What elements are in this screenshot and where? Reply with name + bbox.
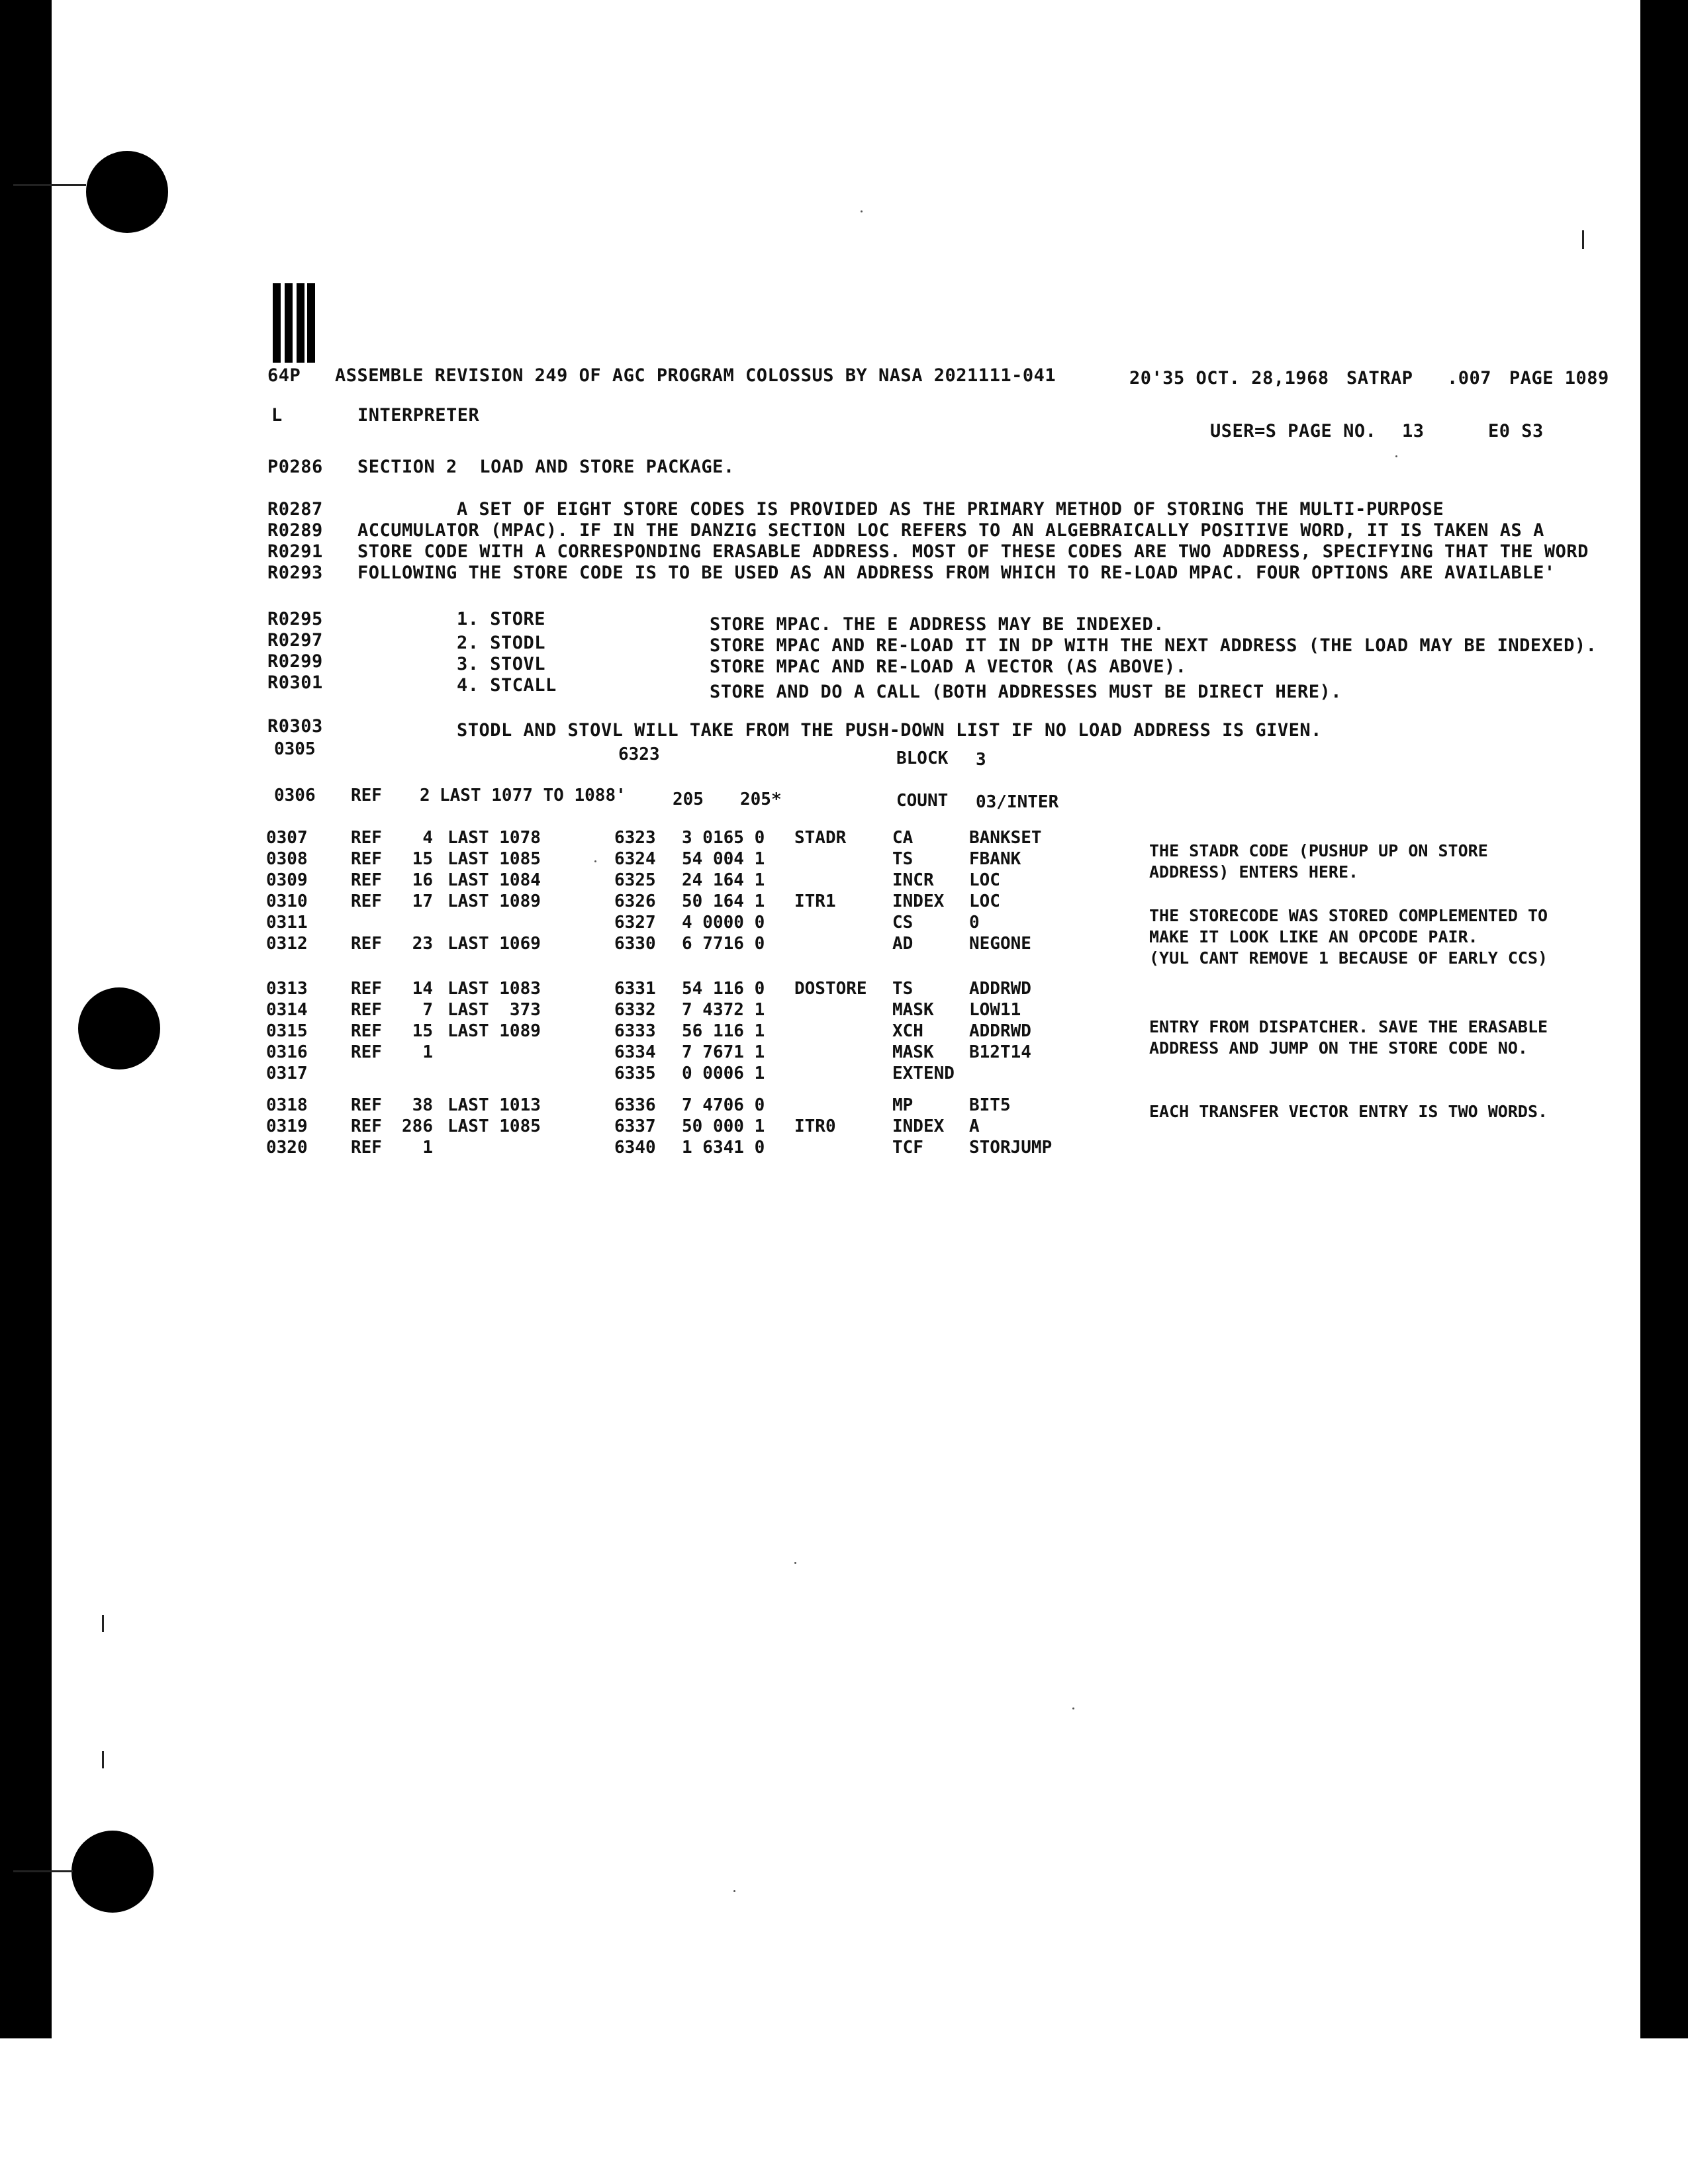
code-operand: LOC	[969, 870, 1000, 890]
code-opcode: MP	[892, 1095, 914, 1115]
code-octal-word: 54 004 1	[682, 849, 765, 869]
code-ref: REF	[351, 934, 382, 954]
code-ref-count: 14	[412, 979, 433, 999]
code-ref-count: 1	[422, 1138, 433, 1158]
code-line-number: 0320	[266, 1138, 308, 1158]
code-ref-count: 16	[412, 870, 433, 890]
comment-line: ENTRY FROM DISPATCHER. SAVE THE ERASABLE	[1149, 1017, 1548, 1036]
code-ref: REF	[351, 1021, 382, 1041]
code-opcode: EXTEND	[892, 1064, 955, 1083]
code-octal-word: 3 0165 0	[682, 828, 765, 848]
code-octal-word: 54 116 0	[682, 979, 765, 999]
code-line-number: 0317	[266, 1064, 308, 1083]
scan-border-left	[0, 0, 52, 2038]
code-location: 6327	[614, 913, 656, 933]
option-line-number: R0297	[267, 630, 323, 651]
code-line-number: 0319	[266, 1116, 308, 1136]
code-ref: REF	[351, 870, 382, 890]
remark-line-number: R0291	[267, 541, 323, 562]
remark-line-number: R0293	[267, 563, 323, 583]
setup-opcode: COUNT	[896, 791, 949, 811]
comment-line: ADDRESS AND JUMP ON THE STORE CODE NO.	[1149, 1038, 1528, 1058]
setup-ref-count: 2	[420, 786, 430, 805]
code-ref: REF	[351, 1000, 382, 1020]
remark-text: ACCUMULATOR (MPAC). IF IN THE DANZIG SECTION LOC REFERS TO AN ALGEBRAICALLY POSITIVE WORD, IT IS TAKEN AS A	[357, 520, 1544, 541]
code-operand: ADDRWD	[969, 1021, 1031, 1041]
note-text: STODL AND STOVL WILL TAKE FROM THE PUSH-DOWN LIST IF NO LOAD ADDRESS IS GIVEN.	[457, 720, 1322, 741]
setup-line-number: 0306	[274, 786, 316, 805]
code-last-ref: LAST 1084	[447, 870, 541, 890]
option-code: 4. STCALL	[457, 675, 557, 696]
code-line-number: 0312	[266, 934, 308, 954]
option-description: STORE MPAC. THE E ADDRESS MAY BE INDEXED.	[710, 614, 1164, 635]
code-label: ITR1	[794, 891, 836, 911]
code-last-ref: LAST 1013	[447, 1095, 541, 1115]
binder-bars-mark	[273, 283, 314, 363]
code-ref-count: 15	[412, 849, 433, 869]
code-label: DOSTORE	[794, 979, 867, 999]
comment-line: ADDRESS) ENTERS HERE.	[1149, 862, 1359, 882]
code-line-number: 0308	[266, 849, 308, 869]
setup-location: 6323	[618, 745, 660, 764]
code-ref-count: 23	[412, 934, 433, 954]
setup-value: 3	[976, 750, 986, 770]
code-operand: A	[969, 1116, 980, 1136]
code-line-number: 0318	[266, 1095, 308, 1115]
code-operand: FBANK	[969, 849, 1021, 869]
option-description: STORE MPAC AND RE-LOAD IT IN DP WITH THE NEXT ADDRESS (THE LOAD MAY BE INDEXED).	[710, 635, 1597, 656]
code-operand: BANKSET	[969, 828, 1042, 848]
code-ref-count: 286	[402, 1116, 433, 1136]
punch-hole-bottom-mark	[13, 1870, 73, 1872]
header-timestamp: 20'35 OCT. 28,1968	[1129, 368, 1329, 388]
comment-line: THE STADR CODE (PUSHUP UP ON STORE	[1149, 841, 1488, 860]
code-opcode: INDEX	[892, 891, 945, 911]
user-page-label: USER=S PAGE NO.	[1210, 421, 1377, 441]
code-location: 6331	[614, 979, 656, 999]
code-operand: ADDRWD	[969, 979, 1031, 999]
punch-hole-top	[86, 151, 168, 233]
setup-line-number: 0305	[274, 739, 316, 759]
code-location: 6323	[614, 828, 656, 848]
log-section-name: INTERPRETER	[357, 405, 480, 426]
code-octal-word: 1 6341 0	[682, 1138, 765, 1158]
code-operand: LOC	[969, 891, 1000, 911]
comment-line: EACH TRANSFER VECTOR ENTRY IS TWO WORDS.	[1149, 1102, 1548, 1121]
code-ref-count: 15	[412, 1021, 433, 1041]
option-line-number: R0301	[267, 672, 323, 693]
code-ref: REF	[351, 1095, 382, 1115]
code-location: 6332	[614, 1000, 656, 1020]
note-line-number: R0303	[267, 716, 323, 737]
code-operand: NEGONE	[969, 934, 1031, 954]
header-page: PAGE 1089	[1509, 368, 1609, 388]
code-opcode: AD	[892, 934, 914, 954]
code-ref: REF	[351, 849, 382, 869]
code-ref: REF	[351, 1116, 382, 1136]
code-location: 6326	[614, 891, 656, 911]
code-operand: LOW11	[969, 1000, 1021, 1020]
code-location: 6333	[614, 1021, 656, 1041]
scan-speck	[794, 1562, 796, 1564]
option-code: 3. STOVL	[457, 654, 546, 674]
code-ref: REF	[351, 828, 382, 848]
code-octal-word: 50 000 1	[682, 1116, 765, 1136]
code-octal-word: 4 0000 0	[682, 913, 765, 933]
code-last-ref: LAST 1089	[447, 891, 541, 911]
comment-line: THE STORECODE WAS STORED COMPLEMENTED TO	[1149, 906, 1548, 925]
setup-label: 205*	[740, 790, 782, 809]
code-ref-count: 7	[422, 1000, 433, 1020]
code-ref-count: 1	[422, 1042, 433, 1062]
remark-text: STORE CODE WITH A CORRESPONDING ERASABLE ADDRESS. MOST OF THESE CODES ARE TWO ADDRESS, SPECIFYING THAT THE WORD	[357, 541, 1589, 562]
code-operand: B12T14	[969, 1042, 1031, 1062]
setup-loc: 205	[673, 790, 704, 809]
scan-speck	[594, 860, 596, 862]
code-opcode: INCR	[892, 870, 934, 890]
code-line-number: 0309	[266, 870, 308, 890]
code-line-number: 0311	[266, 913, 308, 933]
code-octal-word: 7 4372 1	[682, 1000, 765, 1020]
setup-ref: REF	[351, 786, 382, 805]
option-description: STORE AND DO A CALL (BOTH ADDRESSES MUST BE DIRECT HERE).	[710, 682, 1342, 702]
code-octal-word: 6 7716 0	[682, 934, 765, 954]
code-last-ref: LAST 1083	[447, 979, 541, 999]
remark-line-number: R0289	[267, 520, 323, 541]
margin-tick	[102, 1751, 104, 1768]
code-location: 6340	[614, 1138, 656, 1158]
setup-label: BLOCK	[896, 749, 949, 768]
code-opcode: MASK	[892, 1042, 934, 1062]
code-opcode: CS	[892, 913, 914, 933]
code-opcode: TCF	[892, 1138, 923, 1158]
remark-text: FOLLOWING THE STORE CODE IS TO BE USED AS AN ADDRESS FROM WHICH TO RE-LOAD MPAC. FOUR OPTIONS ARE AVAILABLE'	[357, 563, 1556, 583]
header-title: ASSEMBLE REVISION 249 OF AGC PROGRAM COLOSSUS BY NASA 2021111-041	[335, 365, 1056, 386]
code-opcode: CA	[892, 828, 914, 848]
user-page-code: E0 S3	[1488, 421, 1544, 441]
code-line-number: 0314	[266, 1000, 308, 1020]
code-label: STADR	[794, 828, 847, 848]
code-ref: REF	[351, 1042, 382, 1062]
code-last-ref: LAST 1085	[447, 1116, 541, 1136]
punch-hole-top-mark	[13, 184, 86, 186]
scan-speck	[1072, 1707, 1074, 1709]
code-opcode: TS	[892, 849, 914, 869]
code-location: 6330	[614, 934, 656, 954]
code-last-ref: LAST 373	[447, 1000, 541, 1020]
code-location: 6337	[614, 1116, 656, 1136]
user-page-number: 13	[1402, 421, 1425, 441]
header-prefix: 64P	[267, 365, 301, 386]
header-satrap-number: .007	[1447, 368, 1492, 388]
code-label: ITR0	[794, 1116, 836, 1136]
code-ref-count: 4	[422, 828, 433, 848]
scan-speck	[861, 210, 863, 212]
option-code: 1. STORE	[457, 609, 546, 629]
setup-last: LAST 1077 TO 1088'	[440, 786, 626, 805]
code-last-ref: LAST 1078	[447, 828, 541, 848]
header-satrap: SATRAP	[1346, 368, 1413, 388]
option-description: STORE MPAC AND RE-LOAD A VECTOR (AS ABOVE).	[710, 657, 1187, 677]
punch-hole-bottom	[71, 1831, 154, 1913]
code-opcode: TS	[892, 979, 914, 999]
code-operand: 0	[969, 913, 980, 933]
code-ref-count: 38	[412, 1095, 433, 1115]
code-opcode: INDEX	[892, 1116, 945, 1136]
code-location: 6335	[614, 1064, 656, 1083]
comment-line: MAKE IT LOOK LIKE AN OPCODE PAIR.	[1149, 927, 1478, 946]
code-line-number: 0307	[266, 828, 308, 848]
code-ref: REF	[351, 1138, 382, 1158]
code-operand: STORJUMP	[969, 1138, 1053, 1158]
code-octal-word: 7 4706 0	[682, 1095, 765, 1115]
code-last-ref: LAST 1089	[447, 1021, 541, 1041]
code-line-number: 0310	[266, 891, 308, 911]
scan-border-right	[1640, 0, 1688, 2038]
setup-operand: 03/INTER	[976, 792, 1059, 812]
code-ref-count: 17	[412, 891, 433, 911]
code-last-ref: LAST 1069	[447, 934, 541, 954]
option-line-number: R0299	[267, 651, 323, 672]
code-octal-word: 0 0006 1	[682, 1064, 765, 1083]
option-code: 2. STODL	[457, 633, 546, 653]
remark-line-number: R0287	[267, 499, 323, 520]
code-location: 6325	[614, 870, 656, 890]
log-section-letter: L	[271, 405, 283, 426]
code-ref: REF	[351, 979, 382, 999]
punch-hole-middle	[78, 987, 160, 1069]
code-location: 6334	[614, 1042, 656, 1062]
code-octal-word: 50 164 1	[682, 891, 765, 911]
scan-speck	[1395, 455, 1397, 457]
section-line-number: P0286	[267, 457, 323, 477]
code-line-number: 0315	[266, 1021, 308, 1041]
margin-tick	[102, 1615, 104, 1632]
remark-text: A SET OF EIGHT STORE CODES IS PROVIDED AS THE PRIMARY METHOD OF STORING THE MULTI-PURPOSE	[457, 499, 1444, 520]
code-octal-word: 7 7671 1	[682, 1042, 765, 1062]
scan-speck	[733, 1890, 735, 1892]
code-octal-word: 56 116 1	[682, 1021, 765, 1041]
code-location: 6324	[614, 849, 656, 869]
margin-tick	[1582, 230, 1584, 249]
code-ref: REF	[351, 891, 382, 911]
code-line-number: 0316	[266, 1042, 308, 1062]
code-opcode: MASK	[892, 1000, 934, 1020]
code-location: 6336	[614, 1095, 656, 1115]
comment-line: (YUL CANT REMOVE 1 BECAUSE OF EARLY CCS)	[1149, 948, 1548, 968]
code-line-number: 0313	[266, 979, 308, 999]
option-line-number: R0295	[267, 609, 323, 629]
code-octal-word: 24 164 1	[682, 870, 765, 890]
code-last-ref: LAST 1085	[447, 849, 541, 869]
section-title: SECTION 2 LOAD AND STORE PACKAGE.	[357, 457, 735, 477]
code-operand: BIT5	[969, 1095, 1011, 1115]
code-opcode: XCH	[892, 1021, 923, 1041]
